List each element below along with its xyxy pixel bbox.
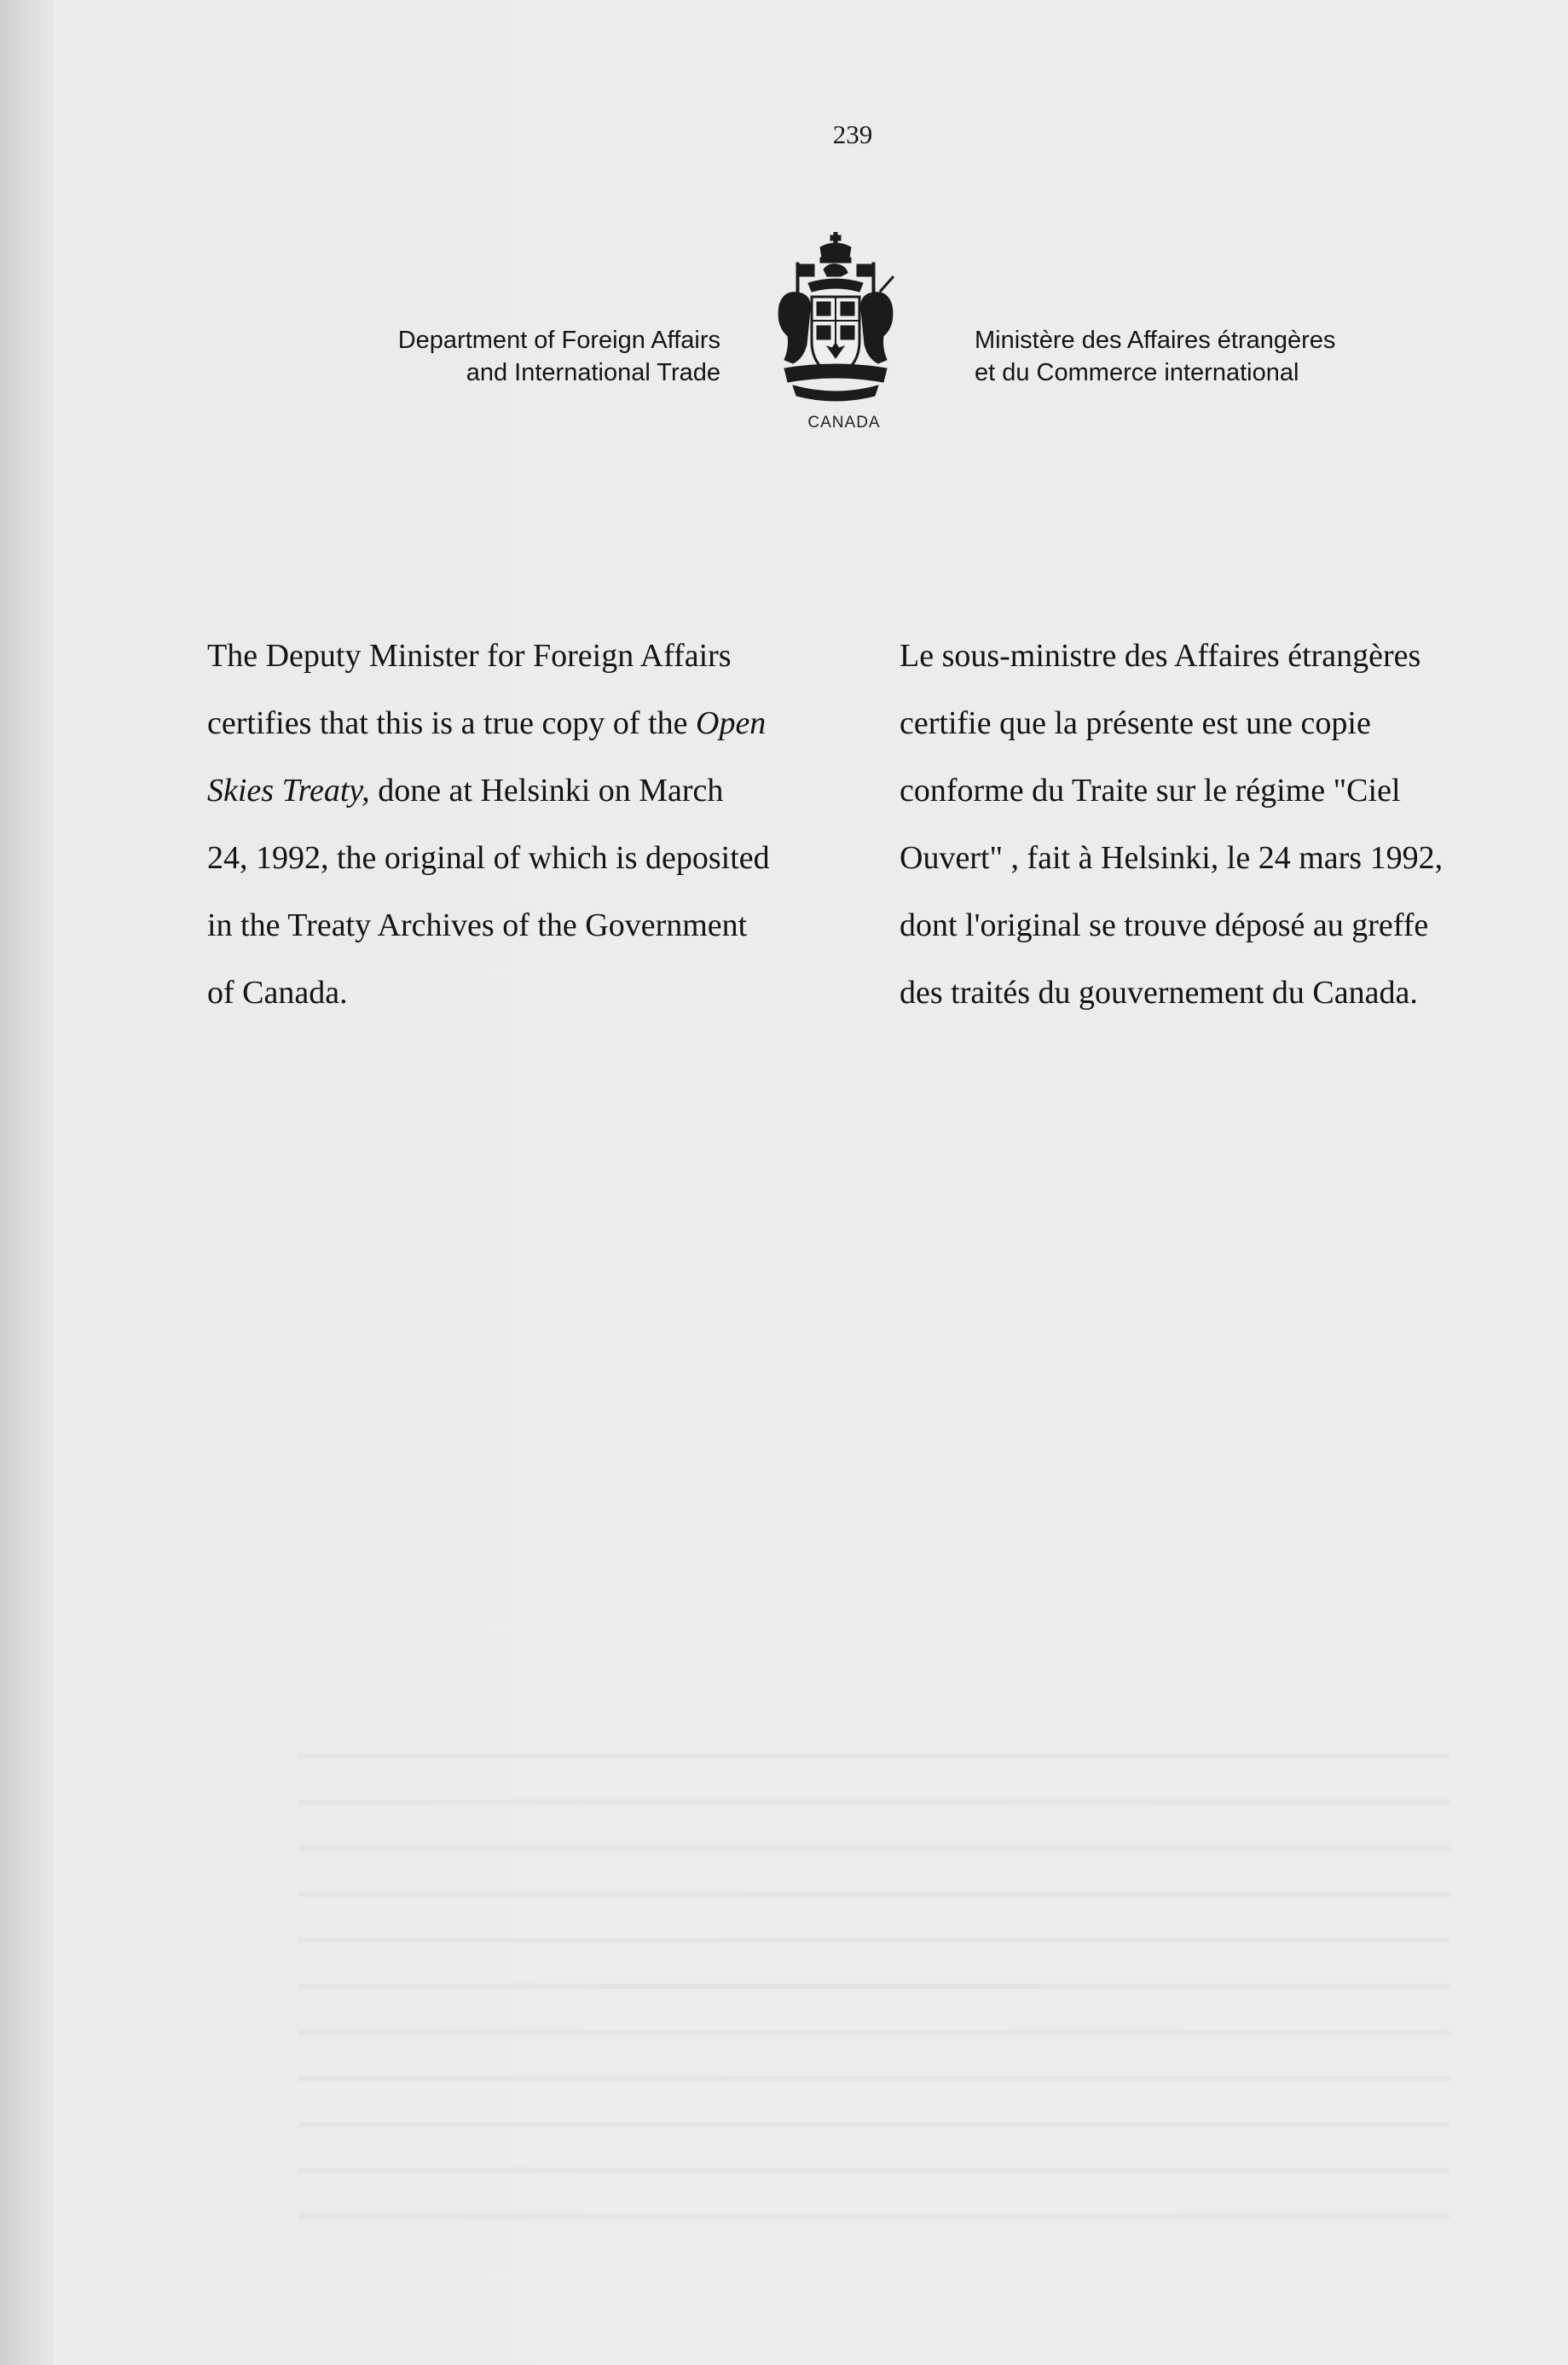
- page-binding-shadow: [0, 0, 53, 2365]
- department-name-english-line: and International Trade: [466, 359, 720, 386]
- certification-english: [207, 623, 821, 1027]
- department-name-french-line: et du Commerce international: [975, 359, 1299, 386]
- canada-coat-of-arms-icon: [767, 232, 904, 403]
- certification-english-line: in the Treaty Archives of the Government: [207, 907, 748, 943]
- page-number: 239: [832, 119, 873, 149]
- certification-english-line: The Deputy Minister for Foreign Affairs: [207, 638, 732, 674]
- certification-french-line: certifie que la présente est une copie: [900, 705, 1371, 741]
- department-name-english: [307, 324, 720, 389]
- department-name-english-line: Department of Foreign Affairs: [397, 327, 720, 354]
- certification-french: [900, 623, 1513, 1027]
- treaty-title-italic: Skies Treaty,: [207, 773, 370, 809]
- certification-english-line: of Canada.: [207, 975, 348, 1011]
- certification-french-line: Ouvert" , fait à Helsinki, le 24 mars 1992,: [900, 840, 1444, 876]
- treaty-title-italic: Open: [696, 705, 767, 741]
- certification-french-line: Le sous-ministre des Affaires étrangères: [900, 638, 1421, 674]
- certification-french-line: conforme du Traite sur le régime "Ciel: [900, 773, 1401, 809]
- country-label: CANADA: [807, 414, 881, 432]
- certification-french-line: dont l'original se trouve déposé au greffe: [900, 907, 1429, 943]
- certification-text: done at Helsinki on March: [369, 773, 724, 809]
- certification-english-line: [207, 690, 821, 757]
- show-through-texture: [298, 1731, 1449, 2260]
- department-name-french: [975, 324, 1418, 389]
- certification-english-line: 24, 1992, the original of which is deposited: [207, 840, 770, 876]
- certification-french-line: des traités du gouvernement du Canada.: [900, 975, 1418, 1011]
- certification-english-line: [207, 757, 821, 825]
- department-name-french-line: Ministère des Affaires étrangères: [975, 327, 1336, 354]
- certification-text: certifies that this is a true copy of the: [207, 705, 696, 741]
